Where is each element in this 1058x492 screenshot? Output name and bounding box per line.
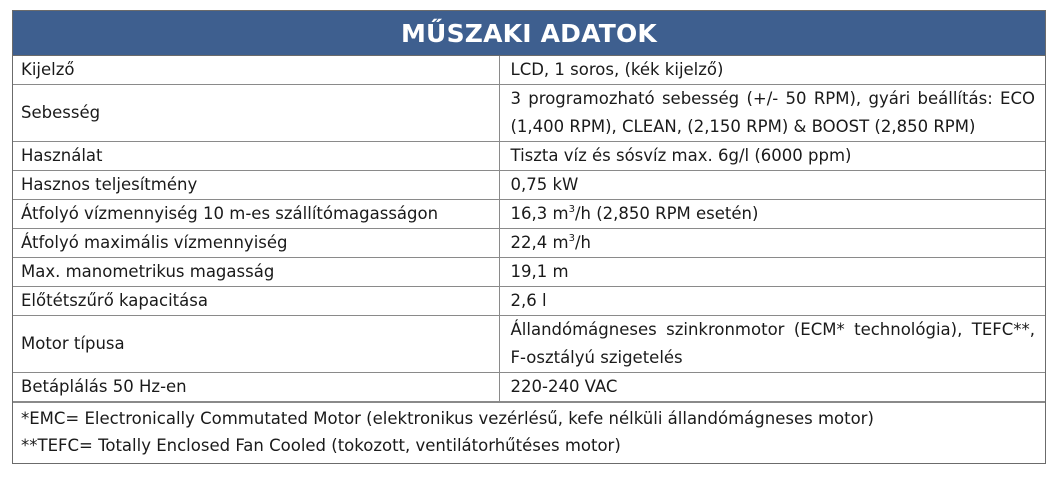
table-row <box>13 200 1045 229</box>
spec-value: 19,1 m <box>499 258 1045 287</box>
spec-label: Hasznos teljesítmény <box>13 171 499 200</box>
spec-sheet <box>12 10 1046 464</box>
spec-value: 3 programozható sebesség (+/- 50 RPM), gyári beállítás: ECO (1,400 RPM), CLEAN, (2,150 RPM) & BOOST (2,850 RPM) <box>499 85 1045 142</box>
table-row <box>13 373 1045 402</box>
value-text: /h (2,850 RPM esetén) <box>574 204 759 223</box>
table-row <box>13 287 1045 316</box>
table-row <box>13 316 1045 373</box>
table-row <box>13 171 1045 200</box>
table-row <box>13 142 1045 171</box>
table-row <box>13 229 1045 258</box>
spec-value <box>499 200 1045 229</box>
spec-label: Betáplálás 50 Hz-en <box>13 373 499 402</box>
value-text: /h <box>574 233 591 252</box>
spec-label: Kijelző <box>13 56 499 85</box>
spec-label: Átfolyó maximális vízmennyiség <box>13 229 499 258</box>
specs-table <box>13 56 1045 402</box>
spec-value: 220-240 VAC <box>499 373 1045 402</box>
title-bar <box>13 11 1045 56</box>
spec-value: 2,6 l <box>499 287 1045 316</box>
table-row <box>13 56 1045 85</box>
footnote-tefc: **TEFC= Totally Enclosed Fan Cooled (tokozott, ventilátorhűtéses motor) <box>21 436 621 455</box>
spec-value: LCD, 1 soros, (kék kijelző) <box>499 56 1045 85</box>
footnotes <box>13 402 1045 463</box>
spec-value: Tiszta víz és sósvíz max. 6g/l (6000 ppm) <box>499 142 1045 171</box>
footnote-emc: *EMC= Electronically Commutated Motor (elektronikus vezérlésű, kefe nélküli állandómágneses motor) <box>21 409 874 428</box>
spec-label: Előtétszűrő kapacitása <box>13 287 499 316</box>
spec-label: Használat <box>13 142 499 171</box>
page-title: MŰSZAKI ADATOK <box>400 18 658 48</box>
value-text: 16,3 m <box>510 204 569 223</box>
table-row <box>13 85 1045 142</box>
spec-value: Állandómágneses szinkronmotor (ECM* technológia), TEFC**, F-osztályú szigetelés <box>499 316 1045 373</box>
spec-label: Sebesség <box>13 85 499 142</box>
spec-label: Átfolyó vízmennyiség 10 m-es szállítómagasságon <box>13 200 499 229</box>
spec-label: Motor típusa <box>13 316 499 373</box>
spec-value <box>499 229 1045 258</box>
superscript: 3 <box>568 232 575 244</box>
spec-value: 0,75 kW <box>499 171 1045 200</box>
value-text: 22,4 m <box>510 233 569 252</box>
table-row <box>13 258 1045 287</box>
superscript: 3 <box>568 203 575 215</box>
spec-label: Max. manometrikus magasság <box>13 258 499 287</box>
